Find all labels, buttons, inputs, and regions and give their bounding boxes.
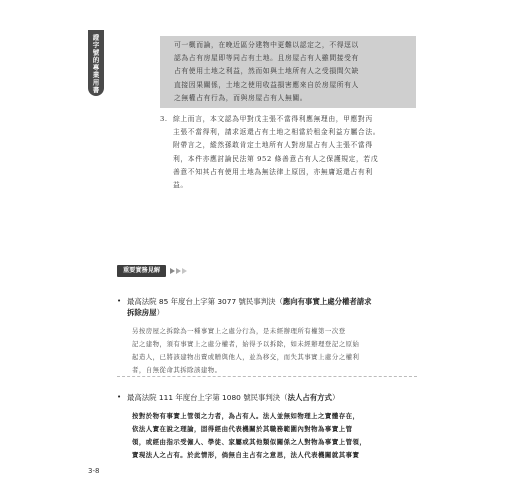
highlighted-line: 認為占有房屋即等同占有土地。且房屋占有人雖間接受有	[174, 54, 359, 63]
case-body-line: 起造人，已將該建物出賣或贈與他人，並為移交，而失其事實上處分之權利	[132, 353, 360, 361]
case-body	[117, 325, 417, 377]
case-title	[117, 392, 417, 403]
highlighted-line: 之無權占有行為，而與房屋占有人無關。	[174, 93, 308, 102]
highlighted-line: 直接因果關係，土地之使用收益損害應來自於房屋所有人	[174, 80, 359, 89]
item-line: 附帶言之，縱然孫敢肯定土地所有人對房屋占有人主張不當得	[173, 141, 373, 150]
item-line: 益。	[173, 181, 188, 190]
bullet-icon: •	[117, 393, 122, 401]
case-topic: 法人占有方式	[287, 393, 332, 402]
case-body-line: 按對於物有事實上管領之力者，為占有人。法人並無如物理上之實體存在，	[132, 412, 360, 420]
commentary-block	[160, 36, 416, 192]
case-divider	[117, 376, 417, 377]
numbered-item-3	[160, 113, 416, 192]
highlighted-paragraph	[160, 36, 416, 108]
case-body-line: 依法人實在說之理論，固得經由代表機關於其職務範圍內對物為事實上管	[132, 425, 353, 433]
case-entry-2	[117, 392, 417, 462]
bullet-icon: •	[117, 297, 122, 305]
item-line: 主張不當得利，請求返還占有土地之相當於租金利益方屬合法。	[173, 128, 381, 137]
case-citation: 最高法院 85 年度台上字第 3077 號民事判決（	[127, 297, 283, 306]
case-body-line: 另按房屋之拆除為一種事實上之處分行為，是未經辦理所有權第一次登	[132, 327, 346, 335]
case-entry-1	[117, 296, 417, 377]
case-title	[117, 296, 417, 318]
case-body-line: 實現法人之占有。於此情形，倘無自主占有之意思，法人代表機關就其事實	[132, 451, 360, 459]
case-topic: 應向有事實上處分權者請求	[282, 297, 372, 306]
case-body-line: 領，或經由指示受僱人、學徒、家屬或其他類似關係之人對物為事實上管領，	[132, 438, 367, 446]
case-body-line: 記之建物，須有事實上之處分權者，始得予以拆除，如未經辦理登記之原始	[132, 340, 360, 348]
chapter-side-tab	[88, 30, 104, 96]
case-body	[117, 410, 417, 462]
section-heading	[117, 265, 187, 277]
item-line: 利，本件亦應討論民法第 952 條善意占有人之保護規定，若戊	[173, 154, 379, 163]
case-body-line: 者，自無從命其拆除該建物。	[132, 366, 222, 374]
side-tab-label: 證字號的專業用書	[91, 34, 100, 94]
case-title-close: ）	[331, 393, 340, 402]
section-heading-label: 重要實務見解	[117, 265, 166, 277]
page-number: 3-8	[88, 467, 100, 475]
item-number: 3.	[160, 115, 168, 124]
case-citation: 最高法院 111 年度台上字第 1080 號民事判決（	[127, 393, 288, 402]
item-line: 綜上而言，本文認為甲對戊主張不當得利應無理由，甲應對丙	[173, 115, 373, 124]
triple-arrow-icon	[170, 268, 187, 274]
case-title-close: ）	[156, 308, 164, 317]
item-line: 善意不知其占有使用土地為無法律上原因，亦無庸返還占有利	[173, 167, 373, 176]
highlighted-line: 可一概而論，在晚近區分建物中更難以認定之，不得逕以	[174, 41, 359, 49]
case-topic-cont: 拆除房屋	[127, 308, 157, 317]
highlighted-line: 占有使用土地之利益，然而如與土地所有人之受損間欠缺	[174, 67, 359, 76]
